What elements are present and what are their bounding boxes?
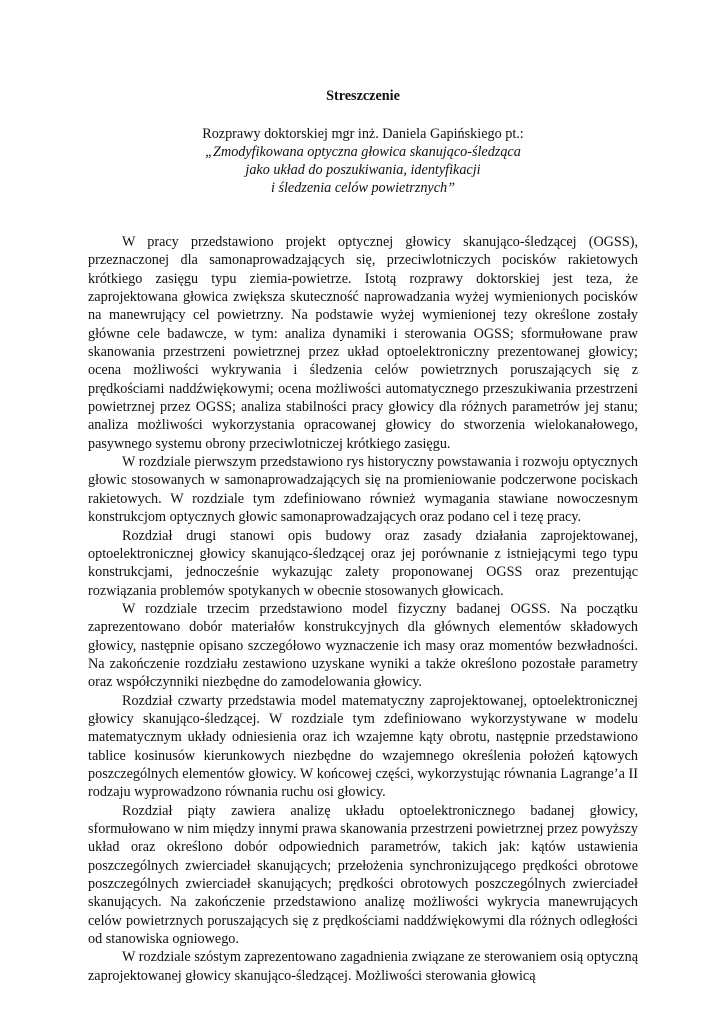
paragraph-chapter-4: Rozdział czwarty przedstawia model matematyczny zaprojektowanej, optoelektronicznej głowicy skanująco-śledzącej. W rozdziale tym zdefiniowano wykorzystywane w modelu matematycznym układy odniesienia oraz ich wzajemne kąty obrotu, następnie przedstawiono tablice kosinusów kierunkowych niezbędne do wzajemnego określenia położeń kątowych poszczególnych elementów głowicy. W końcowej części, wykorzystując równania Lagrange’a II rodzaju wyprowadzono równania ruchu osi głowicy.: [88, 692, 638, 801]
paragraph-chapter-5: Rozdział piąty zawiera analizę układu optoelektronicznego badanej głowicy, sformułowano w nim między innymi prawa skanowania przestrzeni powietrznej przez powyższy układ oraz określono dobór odpowiednich parametrów, takich jak: kątów ustawienia poszczególnych zwierciadeł skanujących; przełożenia synchronizującego prędkości obrotowe poszczególnych zwierciadeł skanujących; prędkości obrotowych poszczególnych zwierciadeł skanujących. Na zakończenie przedstawiono analizę możliwości wykrycia manewrujących celów powietrznych poruszających się z prędkościami naddźwiękowymi dla różnych odległości od stanowiska ogniowego.: [88, 802, 638, 948]
paragraph-chapter-1: W rozdziale pierwszym przedstawiono rys historyczny powstawania i rozwoju optycznych głowic stosowanych w samonaprowadzających się na promieniowanie podczerwone pociskach rakietowych. W rozdziale tym zdefiniowano również wymagania stawiane nowoczesnym konstrukcjom optycznych głowic samonaprowadzających oraz podano cel i tezę pracy.: [88, 454, 638, 526]
paragraph-chapter-3: W rozdziale trzecim przedstawiono model fizyczny badanej OGSS. Na początku zaprezentowano dobór materiałów konstrukcyjnych dla głównych elementów składowych głowicy, następnie opisano szczegółowo wyznaczenie ich masy oraz momentów bezwładności. Na zakończenie rozdziału zestawiono uzyskane wyniki a także określono pozostałe parametry oraz współczynniki niezbędne do zamodelowania głowicy.: [88, 600, 638, 691]
subtitle-thesis-title-line-1: „Zmodyfikowana optyczna głowica skanująco-śledząca: [205, 144, 521, 160]
subtitle-thesis-title-line-2: jako układ do poszukiwania, identyfikacji: [245, 162, 481, 178]
document-page: [88, 88, 638, 985]
paragraph-intro: W pracy przedstawiono projekt optycznej głowicy skanująco-śledzącej (OGSS), przeznaczonej dla samonaprowadzających się, przeciwlotniczych pocisków rakietowych krótkiego zasięgu typu ziemia-powietrze. Istotą rozprawy doktorskiej jest teza, że zaprojektowana głowica zwiększa skuteczność naprowadzania wyżej wymienionych pocisków na manewrujący cel powietrzny. Na podstawie wyżej wymienionej tezy określone zostały główne cele badawcze, w tym: analiza dynamiki i sterowania OGSS; sformułowane praw skanowania przestrzeni powietrznej przez układ optoelektroniczny prezentowanej głowicy; ocena możliwości wykrywania i śledzenia celów powietrznych poruszających się z prędkościami naddźwiękowymi; ocena możliwości automatycznego przeszukiwania przestrzeni powietrznej przez OGSS; analiza stabilności pracy głowicy dla różnych parametrów jej stanu; analiza możliwości wykorzystania opracowanej głowicy do stworzenia wielokanałowego, pasywnego systemu obrony przeciwlotniczej krótkiego zasięgu.: [88, 234, 638, 452]
document-body: [88, 233, 638, 985]
paragraph-chapter-6: W rozdziale szóstym zaprezentowano zagadnienia związane ze sterowaniem osią optyczną zaprojektowanej głowicy skanująco-śledzącej. Możliwości sterowania głowicą: [88, 949, 638, 984]
subtitle-thesis-title-line-3: i śledzenia celów powietrznych”: [270, 180, 456, 196]
document-subtitle: [88, 125, 638, 197]
paragraph-chapter-2: Rozdział drugi stanowi opis budowy oraz zasady działania zaprojektowanej, optoelektronicznej głowicy skanująco-śledzącej oraz jej porównanie z istniejącymi tego typu konstrukcjami, jednocześnie wykazując zalety proponowanej OGSS oraz prezentując rozwiązania problemów spotykanych w obecnie stosowanych głowicach.: [88, 527, 638, 599]
subtitle-author-line: Rozprawy doktorskiej mgr inż. Daniela Gapińskiego pt.:: [202, 126, 524, 142]
document-title: Streszczenie: [326, 88, 400, 104]
